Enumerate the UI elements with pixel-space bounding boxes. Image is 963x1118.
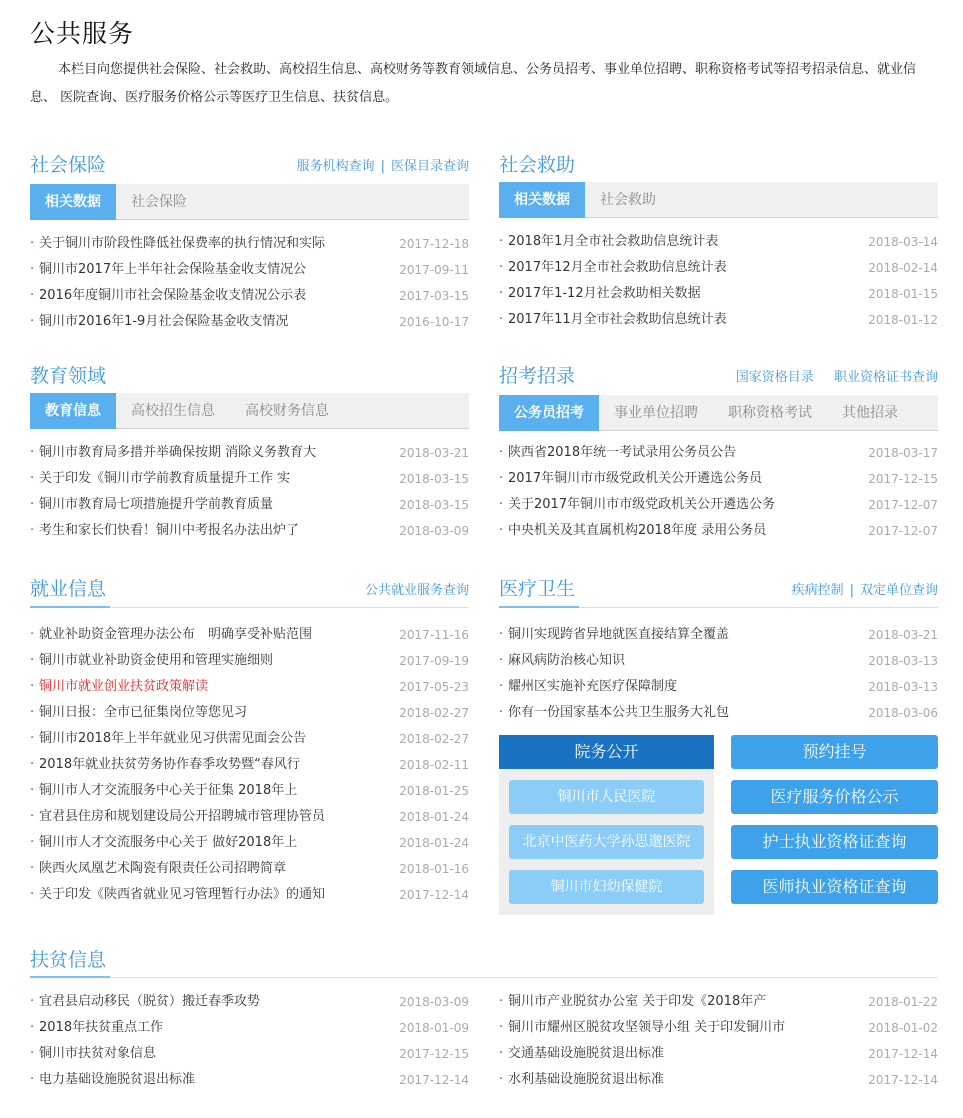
list-item[interactable]: · 关于印发《陕西省就业见习管理暂行办法》的通知 2017-12-14 xyxy=(30,882,469,908)
list-item[interactable]: · 铜川市教育局多措并举确保按期 消除义务教育大 2018-03-21 xyxy=(30,440,469,466)
tab-related-data[interactable]: 相关数据 xyxy=(499,182,585,218)
section-title: 社会保险 xyxy=(30,154,107,176)
section-title: 医疗卫生 xyxy=(499,578,576,600)
link-national-qualification-catalog[interactable]: 国家资格目录 xyxy=(735,370,814,385)
list-item[interactable]: · 陕西火凤凰艺术陶瓷有限责任公司招聘简章 2018-01-16 xyxy=(30,856,469,882)
hospital-button[interactable]: 铜川市妇幼保健院 xyxy=(509,870,704,904)
section-title: 社会救助 xyxy=(499,154,576,176)
list-item[interactable]: · 铜川市产业脱贫办公室 关于印发《2018年产 2018-01-22 xyxy=(499,989,938,1015)
list-item[interactable]: · 铜川市人才交流服务中心关于征集 2018年上 2018-01-25 xyxy=(30,778,469,804)
poverty-list-right xyxy=(499,989,938,1093)
section-employment xyxy=(30,574,469,908)
doctor-license-button[interactable]: 医师执业资格证查询 xyxy=(731,870,938,904)
list-item[interactable]: · 陕西省2018年统一考试录用公务员公告 2018-03-17 xyxy=(499,440,938,466)
section-social-relief xyxy=(499,150,938,333)
tab-public-institution[interactable]: 事业单位招聘 xyxy=(614,405,698,421)
list-item[interactable]: · 2017年11月全市社会救助信息统计表 2018-01-12 xyxy=(499,307,938,333)
list-item[interactable]: · 就业补助资金管理办法公布 明确享受补贴范围 2017-11-16 xyxy=(30,622,469,648)
list-item[interactable]: · 铜川市就业补助资金使用和管理实施细则 2017-09-19 xyxy=(30,648,469,674)
nurse-license-button[interactable]: 护士执业资格证查询 xyxy=(731,825,938,859)
list-item[interactable]: · 铜川市2018年上半年就业见习供需见面会公告 2018-02-27 xyxy=(30,726,469,752)
list-item[interactable]: · 铜川市人才交流服务中心关于 做好2018年上 2018-01-24 xyxy=(30,830,469,856)
list-item[interactable]: · 2018年扶贫重点工作 2018-01-09 xyxy=(30,1015,469,1041)
tab-college-admission[interactable]: 高校招生信息 xyxy=(131,403,215,419)
tab-education-info[interactable]: 教育信息 xyxy=(30,393,116,429)
list-item[interactable]: · 2018年1月全市社会救助信息统计表 2018-03-14 xyxy=(499,229,938,255)
appointment-button[interactable]: 预约挂号 xyxy=(731,735,938,769)
list-item[interactable]: · 铜川市耀州区脱贫攻坚领导小组 关于印发铜川市 2018-01-02 xyxy=(499,1015,938,1041)
list-item[interactable]: · 2017年1-12月社会救助相关数据 2018-01-15 xyxy=(499,281,938,307)
poverty-list-left xyxy=(30,989,469,1093)
section-title: 就业信息 xyxy=(30,578,107,600)
hospital-button[interactable]: 北京中医药大学孙思邈医院 xyxy=(509,825,704,859)
tab-title-exam[interactable]: 职称资格考试 xyxy=(728,405,812,421)
list-item[interactable]: · 宜君县住房和规划建设局公开招聘城市管理协管员 2018-01-24 xyxy=(30,804,469,830)
list-item[interactable]: · 铜川市2016年1-9月社会保险基金收支情况 2016-10-17 xyxy=(30,309,469,335)
list-item[interactable]: · 宜君县启动移民（脱贫）搬迁春季攻势 2018-03-09 xyxy=(30,989,469,1015)
tab-college-finance[interactable]: 高校财务信息 xyxy=(245,403,329,419)
link-designated-units[interactable]: 双定单位查询 xyxy=(859,583,938,598)
section-title: 教育领域 xyxy=(30,365,107,387)
hospital-affairs-header[interactable]: 院务公开 xyxy=(499,735,714,769)
list-item[interactable]: · 中央机关及其直属机构2018年度 录用公务员 2017-12-07 xyxy=(499,518,938,544)
section-recruitment xyxy=(499,361,938,544)
list-item[interactable]: · 水利基础设施脱贫退出标准 2017-12-14 xyxy=(499,1067,938,1093)
list-item[interactable]: · 关于铜川市阶段性降低社保费率的执行情况和实际 2017-12-18 xyxy=(30,231,469,257)
link-service-agency[interactable]: 服务机构查询 xyxy=(296,159,375,174)
hospital-panel xyxy=(499,735,714,915)
link-disease-control[interactable]: 疾病控制 xyxy=(791,583,844,598)
list-item[interactable]: · 铜川市教育局七项措施提升学前教育质量 2018-03-15 xyxy=(30,492,469,518)
tab-social-relief[interactable]: 社会救助 xyxy=(600,192,656,208)
list-item[interactable]: · 2018年就业扶贫劳务协作春季攻势暨“春风行 2018-02-11 xyxy=(30,752,469,778)
list-item[interactable]: · 铜川日报：全市已征集岗位等您见习 2018-02-27 xyxy=(30,700,469,726)
list-item[interactable]: · 你有一份国家基本公共卫生服务大礼包 2018-03-06 xyxy=(499,700,938,726)
list-item[interactable]: · 铜川市2017年上半年社会保险基金收支情况公 2017-09-11 xyxy=(30,257,469,283)
tab-civil-servant[interactable]: 公务员招考 xyxy=(499,395,599,431)
list-item[interactable]: · 关于印发《铜川市学前教育质量提升工作 实 2018-03-15 xyxy=(30,466,469,492)
list-item[interactable]: · 铜川市就业创业扶贫政策解读 2017-05-23 xyxy=(30,674,469,700)
section-title: 招考招录 xyxy=(499,365,576,387)
section-medical: 医疗卫生 疾病控制 | 双定单位查询 · 铜川实现跨省异地就医直接结算全覆盖 2018-03-21 · 麻风病防治核心知识 2018-03-13 · 耀州区实施补充医疗保障制度 2018-03-13 · 你有一份国家基本公共卫生服务大礼包 2018-03-06 xyxy=(499,574,938,726)
list-item[interactable]: · 2016年度铜川市社会保险基金收支情况公示表 2017-03-15 xyxy=(30,283,469,309)
page-intro: 本栏目向您提供社会保险、社会救助、高校招生信息、高校财务等教育领域信息、公务员招考、事业单位招聘、职称资格考试等招考招录信息、就业信息、 医院查询、医疗服务价格公示等医疗卫生信息、扶贫信息。 xyxy=(30,62,917,105)
link-medical-catalog[interactable]: 医保目录查询 xyxy=(390,159,469,174)
list-item[interactable]: · 考生和家长们快看！铜川中考报名办法出炉了 2018-03-09 xyxy=(30,518,469,544)
section-title: 扶贫信息 xyxy=(30,949,107,971)
list-item[interactable]: · 2017年12月全市社会救助信息统计表 2018-02-14 xyxy=(499,255,938,281)
tab-related-data[interactable]: 相关数据 xyxy=(30,184,116,220)
section-education xyxy=(30,361,469,544)
hospital-button[interactable]: 铜川市人民医院 xyxy=(509,780,704,814)
tab-social-insurance[interactable]: 社会保险 xyxy=(131,194,187,210)
medical-price-button[interactable]: 医疗服务价格公示 xyxy=(731,780,938,814)
link-certificate-query[interactable]: 职业资格证书查询 xyxy=(833,370,938,385)
list-item[interactable]: · 关于2017年铜川市市级党政机关公开遴选公务 2017-12-07 xyxy=(499,492,938,518)
list-item[interactable]: · 麻风病防治核心知识 2018-03-13 xyxy=(499,648,938,674)
section-poverty-alleviation xyxy=(30,945,938,978)
section-social-insurance: 社会保险 服务机构查询 | 医保目录查询 相关数据 社会保险 · 关于铜川市阶段性降低社保费率的执行情况和实际 2017-12-18 · 铜川市2017年上半年社会保险基金收支情况公 2017-09-11 · 2016年度铜川市社会保险基金收支情况公示表 2017-03-15 · 铜川市2016年1-9月社会保险基金收支情况 2016-10-17 xyxy=(30,150,469,335)
list-item[interactable]: · 2017年铜川市市级党政机关公开遴选公务员 2017-12-15 xyxy=(499,466,938,492)
page-title: 公共服务 xyxy=(30,19,135,48)
list-item[interactable]: · 耀州区实施补充医疗保障制度 2018-03-13 xyxy=(499,674,938,700)
list-item[interactable]: · 铜川实现跨省异地就医直接结算全覆盖 2018-03-21 xyxy=(499,622,938,648)
list-item[interactable]: · 电力基础设施脱贫退出标准 2017-12-14 xyxy=(30,1067,469,1093)
list-item[interactable]: · 交通基础设施脱贫退出标准 2017-12-14 xyxy=(499,1041,938,1067)
list-item[interactable]: · 铜川市扶贫对象信息 2017-12-15 xyxy=(30,1041,469,1067)
tab-other-recruitment[interactable]: 其他招录 xyxy=(842,405,898,421)
link-public-employment-service[interactable]: 公共就业服务查询 xyxy=(364,583,469,598)
